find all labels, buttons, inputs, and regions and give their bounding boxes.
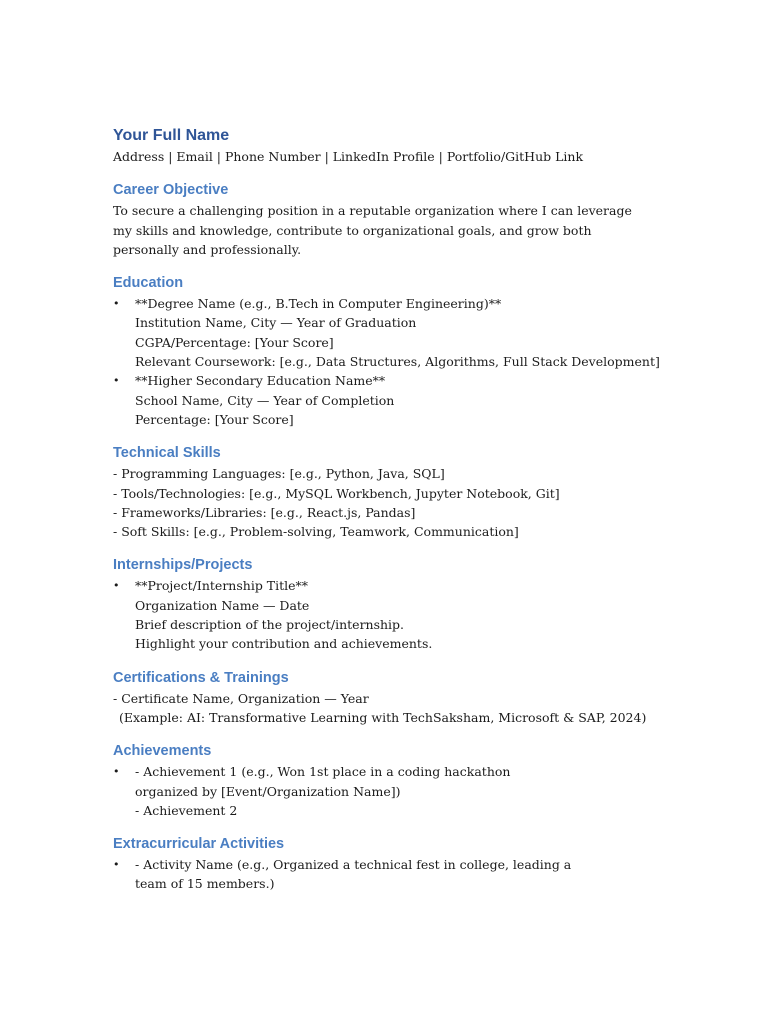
bullet-icon: • — [113, 858, 120, 872]
list-item — [113, 855, 653, 894]
career-objective-text: To secure a challenging position in a reputable organization where I can leverage my skills and knowledge, contribute to organizational goals, and grow both personally and professionally. — [113, 203, 632, 257]
education-institution: Institution Name, City — Year of Graduation — [135, 315, 417, 331]
project-highlights: Highlight your contribution and achievements. — [135, 636, 433, 652]
list-item — [113, 294, 660, 371]
list-item — [113, 762, 653, 820]
skill-frameworks: - Frameworks/Libraries: [e.g., React.js, Pandas] — [113, 504, 416, 520]
certificate-entry: - Certificate Name, Organization — Year — [113, 690, 369, 706]
education-school: School Name, City — Year of Completion — [135, 392, 395, 408]
achievements-list — [113, 762, 653, 820]
list-item — [113, 371, 653, 429]
education-coursework: Relevant Coursework: [e.g., Data Structures, Algorithms, Full Stack Development] — [135, 354, 660, 370]
contact-line: Address | Email | Phone Number | LinkedIn Profile | Portfolio/GitHub Link — [113, 149, 584, 164]
activity-entry: - Activity Name (e.g., Organized a technical fest in college, leading a team of 15 members.) — [135, 857, 572, 892]
extracurricular-list — [113, 855, 653, 894]
project-description: Brief description of the project/internship. — [135, 617, 405, 633]
skill-tools: - Tools/Technologies: [e.g., MySQL Workbench, Jupyter Notebook, Git] — [113, 485, 560, 501]
project-title: **Project/Internship Title** — [135, 578, 309, 594]
section-heading-achievements: Achievements — [113, 743, 212, 760]
achievement-1: - Achievement 1 (e.g., Won 1st place in a coding hackathon organized by [Event/Organization Name]) — [135, 764, 511, 799]
section-heading-education: Education — [113, 275, 184, 292]
education-secondary-name: **Higher Secondary Education Name** — [135, 373, 386, 389]
certificate-example: (Example: AI: Transformative Learning with TechSaksham, Microsoft & SAP, 2024) — [119, 709, 647, 725]
certifications-list — [113, 689, 653, 728]
education-score: CGPA/Percentage: [Your Score] — [135, 334, 334, 350]
technical-skills-list — [113, 464, 653, 541]
project-organization: Organization Name — Date — [135, 597, 310, 613]
bullet-icon: • — [113, 765, 120, 779]
achievement-2: - Achievement 2 — [135, 802, 238, 818]
section-heading-extracurricular: Extracurricular Activities — [113, 836, 285, 853]
list-item — [113, 576, 653, 653]
education-degree: **Degree Name (e.g., B.Tech in Computer Engineering)** — [135, 296, 502, 312]
skill-soft-skills: - Soft Skills: [e.g., Problem-solving, Teamwork, Communication] — [113, 524, 519, 540]
bullet-icon: • — [113, 297, 120, 311]
projects-list — [113, 576, 653, 653]
education-percentage: Percentage: [Your Score] — [135, 411, 294, 427]
section-heading-career-objective: Career Objective — [113, 182, 229, 199]
section-heading-internships-projects: Internships/Projects — [113, 557, 253, 574]
skill-programming-languages: - Programming Languages: [e.g., Python, Java, SQL] — [113, 466, 445, 482]
bullet-icon: • — [113, 579, 120, 593]
full-name: Your Full Name — [113, 127, 230, 144]
section-heading-technical-skills: Technical Skills — [113, 445, 221, 462]
section-heading-certifications: Certifications & Trainings — [113, 669, 289, 686]
resume-page — [113, 124, 660, 894]
bullet-icon: • — [113, 374, 120, 388]
education-list — [113, 294, 660, 429]
